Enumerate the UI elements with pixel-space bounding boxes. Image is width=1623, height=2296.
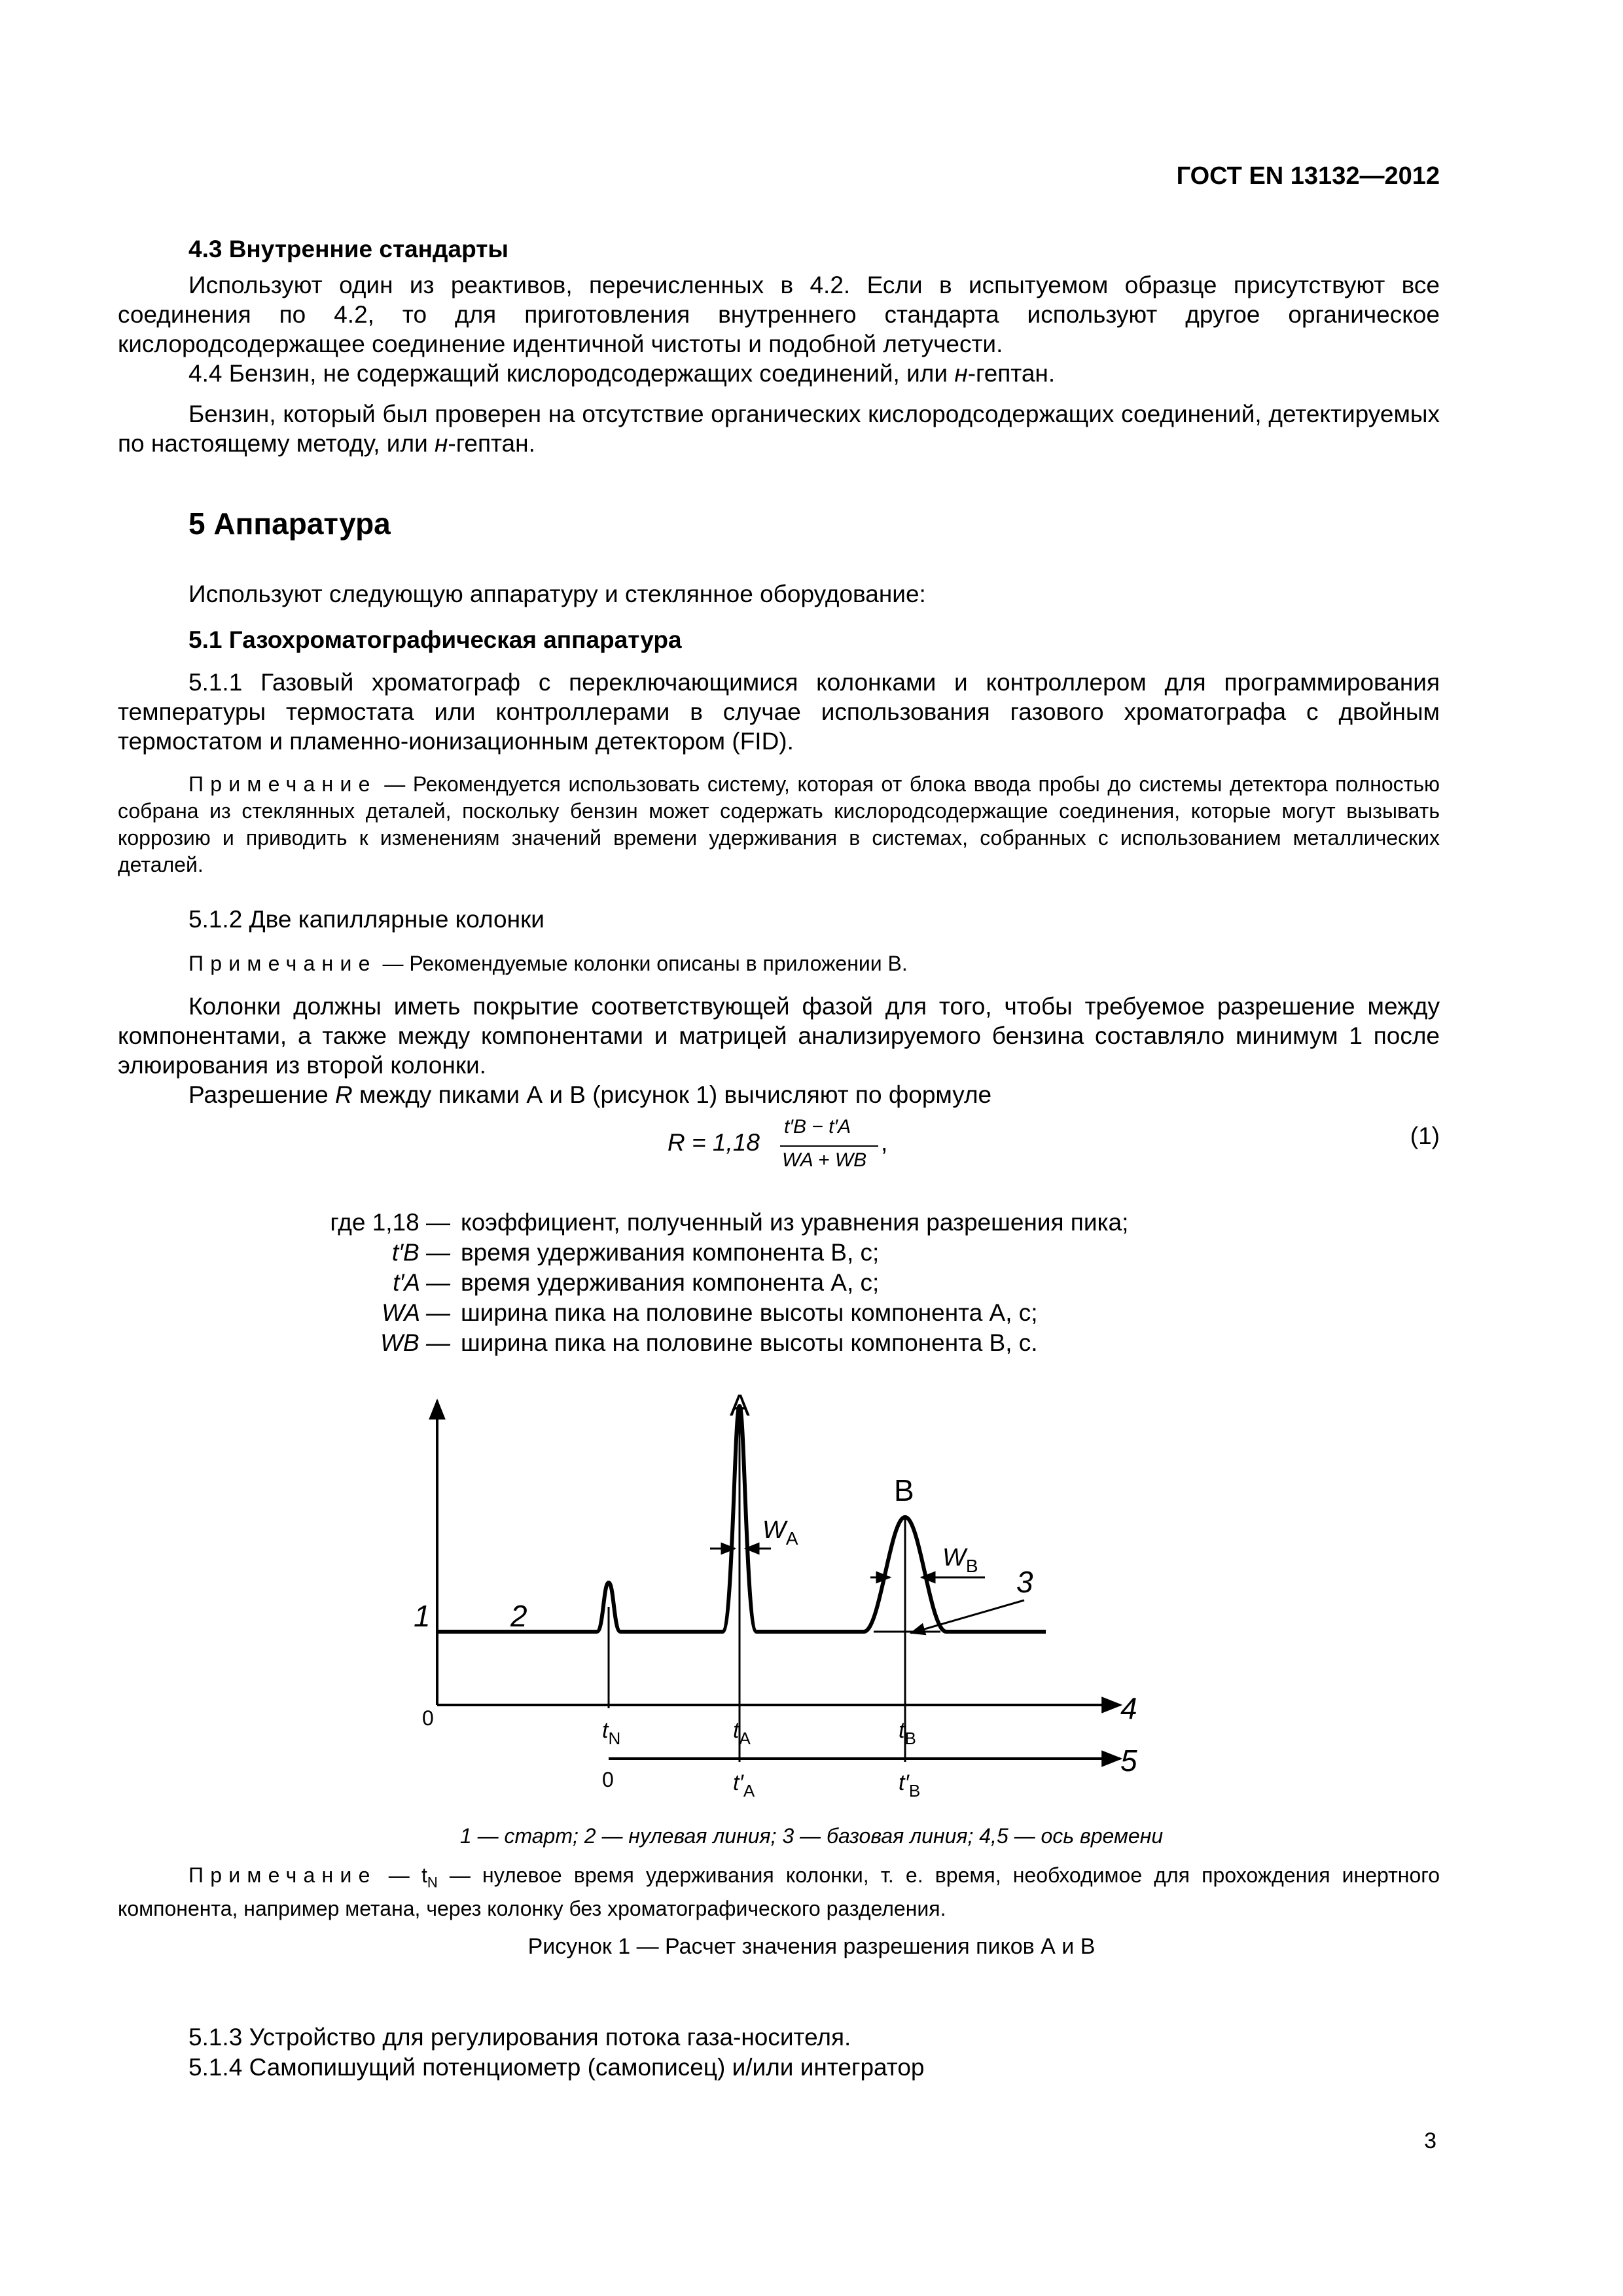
formula-denominator: WA + WB [782, 1149, 867, 1171]
section-5-1-1-paragraph: 5.1.1 Газовый хроматограф с переключающимися колонками и контроллером для программирования температуры термостата или контроллерами в случае использования газового хроматографа с двойным термостатом и пламенно-ионизационным детектором (FID). [118, 669, 1440, 755]
apparatus-intro: Используют следующую аппаратуру и стеклянное оборудование: [188, 581, 926, 607]
label-5: 5 [1120, 1744, 1137, 1778]
page-number: 3 [1424, 2128, 1436, 2153]
columns-paragraph: Колонки должны иметь покрытие соответствующей фазой для того, чтобы требуемое разрешение между компонентами, а также между компонентами и матрицей анализируемого бензина составляло минимум 1 после элюирования из второй колонки. [118, 993, 1440, 1079]
label-3-leader [911, 1600, 1024, 1633]
wa-label: $W_A$ [762, 1516, 798, 1549]
chromatogram-figure [393, 1378, 1198, 1816]
resolution-paragraph: Разрешение R между пиками А и В (рисунок 1) вычисляют по формуле [188, 1081, 992, 1108]
gasoline-check-paragraph: Бензин, который был проверен на отсутствие органических кислородсодержащих соединений, детектируемых по настоящему методу, или н-гептан. [118, 401, 1440, 457]
origin-zero-5: 0 [602, 1768, 614, 1791]
section-5-1-4-paragraph: 5.1.4 Самопишущий потенциометр (самописец) и/или интегратор [188, 2054, 925, 2081]
formula-number: (1) [1410, 1122, 1440, 1149]
tick-label-tn: $t_N$ [602, 1718, 621, 1748]
label-4: 4 [1120, 1691, 1137, 1725]
tick-label-ta: $t_A$ [733, 1718, 751, 1748]
formula-numerator: t′B − t′A [784, 1116, 851, 1138]
chromatogram-trace [438, 1406, 1046, 1632]
figure-title: Рисунок 1 — Расчет значения разрешения пиков А и В [527, 1934, 1096, 1959]
tick-label-tb: $t_B$ [899, 1718, 916, 1748]
label-1: 1 [414, 1599, 431, 1633]
section-5-heading: 5 Аппаратура [188, 507, 391, 541]
figure-caption-keys: 1 — старт; 2 — нулевая линия; 3 — базовая линия; 4,5 — ось времени [459, 1824, 1164, 1848]
note-columns: Примечание — Рекомендуемые колонки описаны в приложении В. [188, 952, 908, 975]
section-4-3-heading: 4.3 Внутренние стандарты [188, 236, 508, 262]
peak-b-label: B [894, 1473, 914, 1507]
label-2: 2 [510, 1599, 527, 1633]
tick-label-tb-prime: $t'_B$ [899, 1770, 921, 1801]
section-5-1-2-paragraph: 5.1.2 Две капиллярные колонки [188, 906, 544, 933]
fraction-bar [780, 1145, 878, 1147]
standard-header: ГОСТ EN 13132—2012 [1176, 162, 1440, 190]
section-5-1-3-paragraph: 5.1.3 Устройство для регулирования потока газа-носителя. [188, 2024, 851, 2051]
wb-label: $W_B$ [942, 1544, 978, 1576]
note-tn: Примечание — $t_N$ — нулевое время удерживания колонки, т. е. время, необходимое для прохождения инертного компонента, например метана, через колонку без хроматографического разделения. [118, 1863, 1440, 1921]
tick-label-ta-prime: $t'_A$ [733, 1770, 755, 1801]
note-glass-system: Примечание — Рекомендуется использовать систему, которая от блока ввода пробы до системы детектора полностью собрана из стеклянных деталей, поскольку бензин может содержать кислородсодержащие соединения, которые могут вызывать коррозию и приводить к изменениям значений времени удерживания в системах, собранных с использованием металлических деталей. [118, 772, 1440, 876]
section-5-1-heading: 5.1 Газохроматографическая аппаратура [188, 626, 682, 653]
section-4-4-paragraph: 4.4 Бензин, не содержащий кислородсодержащих соединений, или н-гептан. [188, 360, 1056, 387]
section-4-3-paragraph: Используют один из реактивов, перечисленных в 4.2. Если в испытуемом образце присутствуют все соединения по 4.2, то для приготовления внутреннего стандарта используют другое органическое кислородсодержащее соединение идентичной чистоты и подобной летучести. [118, 272, 1440, 357]
formula-comma: , [881, 1129, 888, 1156]
peak-a-label: A [730, 1388, 750, 1422]
formula-lhs: R = 1,18 [668, 1129, 760, 1156]
label-3: 3 [1016, 1565, 1033, 1599]
origin-zero: 0 [422, 1706, 434, 1730]
